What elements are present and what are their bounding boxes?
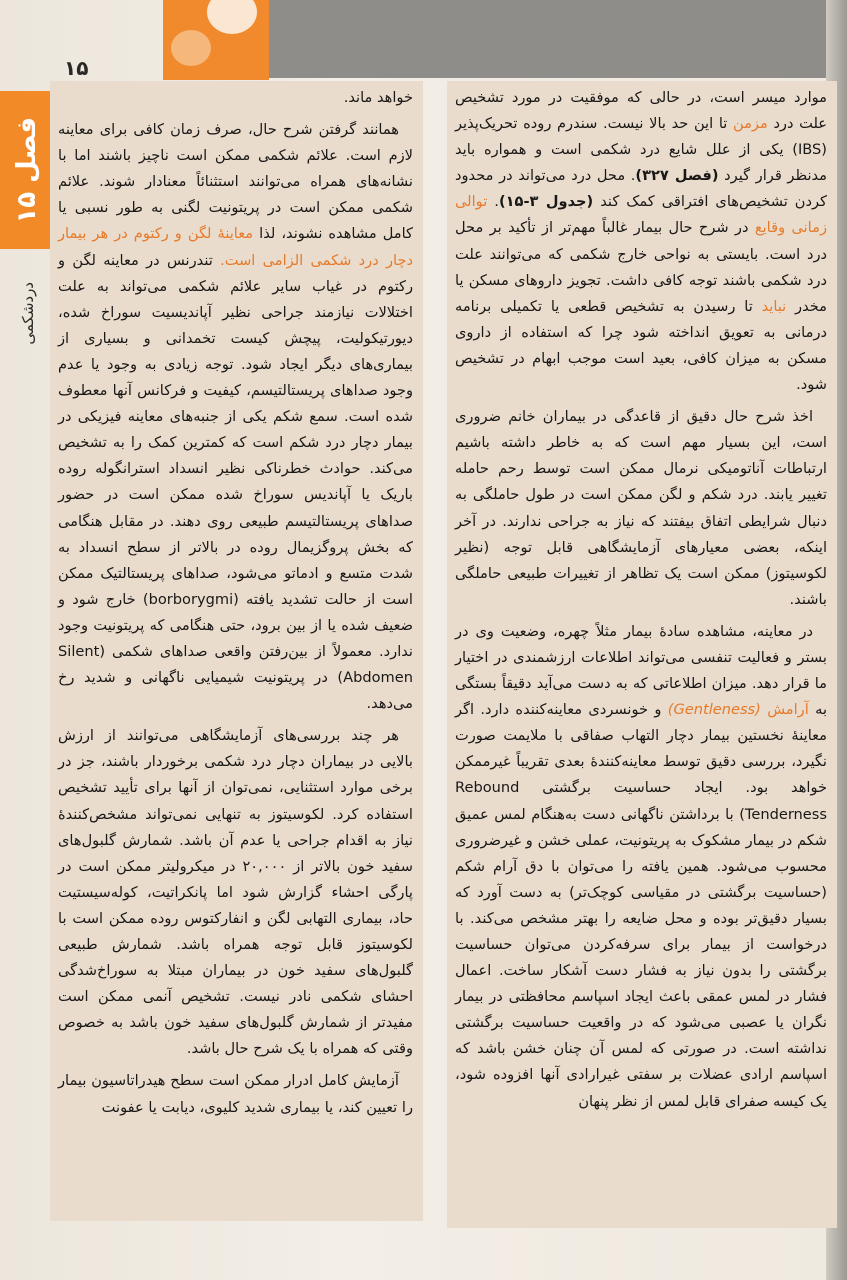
section-label-text: دردشکمی xyxy=(19,281,37,345)
highlight-text: نباید xyxy=(761,297,787,315)
highlight-text: توالی زمانی وقایع xyxy=(455,193,827,237)
header-image-thumbnail xyxy=(163,0,269,80)
highlight-text: (Gentleness) xyxy=(667,701,761,719)
text-run: . xyxy=(494,193,499,211)
paragraph xyxy=(58,117,413,717)
paragraph: هر چند بررسی‌های آزمایشگاهی می‌توانند از ارزش بالایی در بیماران دچار درد شکمی برخوردار باشند، جز در برخی موارد استثنایی، نمی‌توان از آنها برای تأیید تشخیص استفاده کرد. لکوسیتوز به تنهایی نمی‌تواند مشخص‌کنندهٔ نیاز به اقدام جراحی یا عدم آن باشد. شمارش گلبول‌های سفید خون بالاتر از ۲۰,۰۰۰ در میکرولیتر ممکن است در پارگی احشاء گزارش شود اما پانکراتیت، کوله‌سیستیت حاد، بیماری التهابی لگن و انفارکتوس روده ممکن است با لکوسیتوز قابل توجه همراه باشد. شمارش طبیعی گلبول‌های سفید خون در بیماران مبتلا به سوراخ‌شدگی احشای شکمی نادر نیست. تشخیص آنمی ممکن است مفیدتر از شمارش گلبول‌های سفید خون باشد به خصوص وقتی که همراه با یک شرح حال باشد. xyxy=(58,727,413,1058)
paragraph: خواهد ماند. xyxy=(343,89,413,106)
text-run: موارد میسر است، در حالی که موفقیت در مورد تشخیص علت درد xyxy=(455,89,827,133)
chapter-tab xyxy=(0,91,54,249)
paragraph xyxy=(455,85,827,398)
paragraph: اخذ شرح حال دقیق از قاعدگی در بیماران خانم ضروری است، این بسیار مهم است که به خاطر داشته باشیم ارتباطات آناتومیکی نرمال ممکن است توسط رحم حامله تغییر یابند. درد شکم و لگن ممکن است در طول حاملگی به دنبال شرایطی اتفاق بیفتند که نیاز به جراحی ندارند. در آخر اینکه، بعضی معیارهای آزمایشگاهی قابل توجه (نظیر لکوسیتوز) ممکن است یک تظاهر از تغییرات طبیعی حاملگی باشند. xyxy=(455,408,827,608)
paragraph xyxy=(455,619,827,1115)
header-image-blob xyxy=(207,0,257,34)
highlight-text: آرامش xyxy=(767,701,809,719)
chapter-tab-label: فصل ۱۵ xyxy=(12,116,42,224)
text-run: در معاینه، مشاهده سادهٔ بیمار مثلاً چهره، وضعیت وی در بستر و فعالیت تنفسی می‌تواند اطلاعات ارزشمندی در اختیار ما قرار دهد. میزان اطلاعاتی که به دست می‌آید دقیقاً بستگی به xyxy=(455,622,828,719)
header-gray-band xyxy=(268,0,847,78)
page-number: ۱۵ xyxy=(64,56,89,80)
paragraph: آزمایش کامل ادرار ممکن است سطح هیدراتاسیون بیمار را تعیین کند، یا بیماری شدید کلیوی، دیابت یا عفونت xyxy=(58,1072,413,1116)
chapter-reference: (فصل ۳۲۷) xyxy=(635,167,719,185)
text-column-right xyxy=(447,81,837,1228)
text-column-left xyxy=(50,81,423,1221)
text-run: تا این حد بالا نیست. سندرم روده تحریک‌پذیر (IBS) یکی از علل شایع درد شکمی است و همواره باید مدنظر قرار گیرد xyxy=(455,115,827,185)
text-run: در شرح حال بیمار غالباً مهم‌تر از تأکید بر محل درد است. بایستی به نواحی خارج شکمی که می‌توانند علت درد شکمی باشند توجه کافی داشت. تجویز داروهای مسکن یا مخدر xyxy=(455,219,827,315)
header-image-blob xyxy=(171,30,211,66)
text-run: . محل درد می‌تواند در محدود کردن تشخیص‌های افتراقی کمک کند xyxy=(455,167,828,211)
highlight-text: معاینهٔ لگن و رکتوم در هر بیمار دچار درد شکمی الزامی است. xyxy=(58,225,414,269)
table-reference: (جدول ۳-۱۵) xyxy=(498,193,594,211)
text-run: تندرنس در معاینه لگن و رکتوم در غیاب سایر علائم شکمی می‌تواند به علت اختلالات نیازمند جراحی نظیر آپاندیسیت سوراخ شده، دیورتیکولیت، پیچش کیست تخمدانی و بسیاری از بیماری‌های دیگر ایجاد شود. توجه زیادی به وجود یا عدم وجود صداهای پریستالتیسم، کیفیت و فرکانس آنها معطوف شده است. سمع شکم یکی از جنبه‌های معاینه فیزیکی در بیمار دچار درد شکم است که کمترین کمک را به تشخیص می‌کند. حوادث خطرناکی نظیر انسداد استرانگوله روده باریک یا آپاندیس سوراخ شده ممکن است در حضور صداهای پریستالتیسم طبیعی روی دهند. در مقابل هنگامی که بخش پروگزیمال روده در بالاتر از سطح انسداد به شدت متسع و ادماتو می‌شود، صداهای پریستالتیک ممکن است از حالت تشدید یافته (borborygmi) خارج شود و ضعیف شده یا از بین برود، حتی هنگامی که پریتونیت وجود ندارد. معمولاً از بین‌رفتن واقعی صداهای شکمی (Silent Abdomen) در پریتونیت شیمیایی ناگهانی و شدید رخ می‌دهد. xyxy=(58,251,413,713)
highlight-text: مزمن xyxy=(732,115,768,133)
text-run: همانند گرفتن شرح حال، صرف زمان کافی برای معاینه لازم است. علائم شکمی ممکن است ناچیز باشند اما با نشانه‌های همراه می‌توانند استثنائاً معنادار شوند. علائم شکمی ممکن است در پریتونیت لگنی به طور نسبی یا کامل مشاهده نشوند، لذا xyxy=(58,121,413,243)
text-run: تا رسیدن به تشخیص قطعی یا تکمیلی برنامه درمانی به تعویق انداخته شود چرا که استفاده از داروی مسکن به میزان کافی، بعید است موجب ابهام در تشخیص شود. xyxy=(455,297,827,394)
text-run: و خونسردی معاینه‌کننده دارد. اگر معاینهٔ نخستین بیمار دچار التهاب صفاقی با ملایمت صورت نگیرد، بررسی دقیق توسط معاینه‌کنندهٔ بعدی تقریباً غیرممکن خواهد بود. ایجاد حساسیت برگشتی Rebound (Tenderness با برداشتن ناگهانی دست به‌هنگام لمس عمیق شکم در بیمار مشکوک به پریتونیت، عملی خشن و غیرضروری محسوب می‌شود. همین یافته را می‌توان با دق آرام شکم (حساسیت برگشتی در مقیاسی کوچک‌تر) به دست آورد که بسیار دقیق‌تر بوده و محل ضایعه را بهتر مشخص می‌کند. با درخواست از بیمار برای سرفه‌کردن می‌توان حساسیت برگشتی را بدون نیاز به فشار دست آشکار ساخت. اعمال فشار در لمس عمقی باعث ایجاد اسپاسم محافظتی در بیمار نگران یا عصبی می‌شود که در واقعیت حساسیت برگشتی نداشته است. در صورتی که لمس آن چنان خشن باشد که اسپاسم ارادی عضلات بر سفتی غیرارادی آنها افزوده شود، یک کیسه صفرای قابل لمس از نظر پنهان xyxy=(455,701,827,1110)
section-label xyxy=(13,268,43,358)
